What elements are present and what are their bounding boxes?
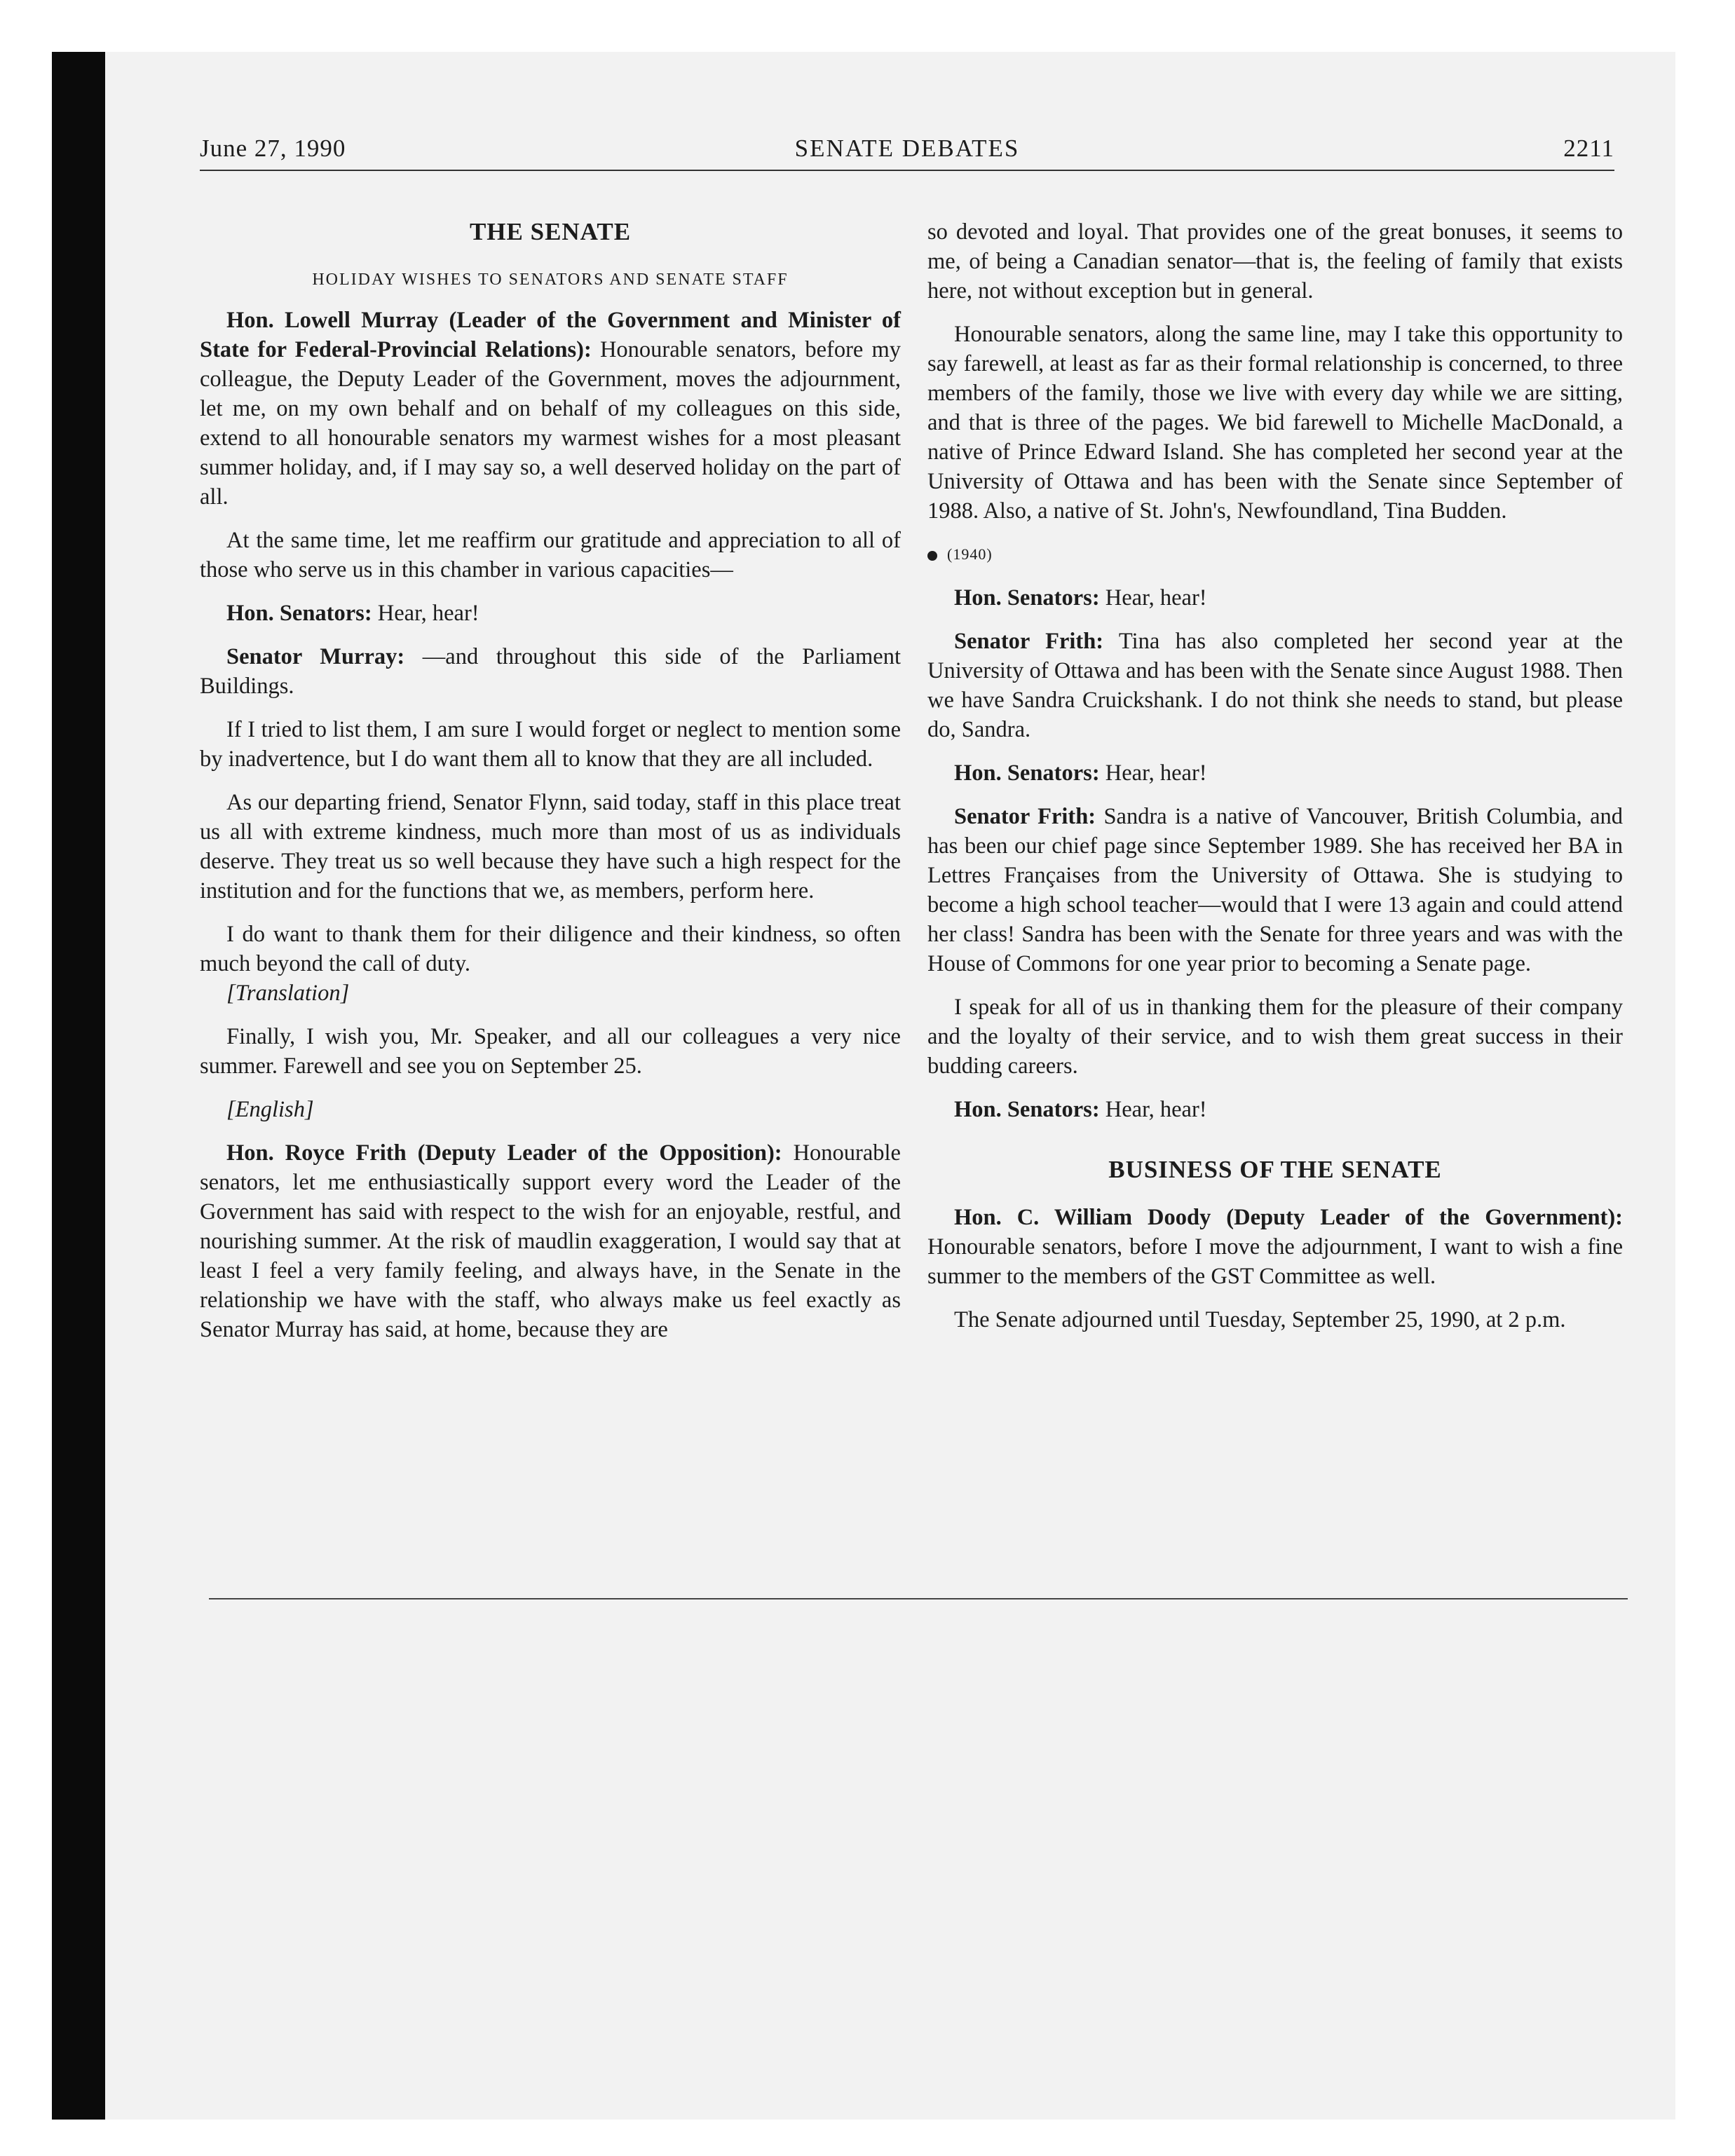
speech-paragraph — [927, 583, 1623, 613]
speech-text: Hear, hear! — [377, 601, 479, 626]
speaker-name: Hon. Senators: — [226, 601, 372, 626]
speaker-name: Senator Frith: — [954, 629, 1104, 654]
speaker-name: Hon. Senators: — [954, 1097, 1100, 1122]
speech-paragraph: Honourable senators, along the same line, may I take this opportunity to say farewell, at least as far as their formal relationship is concerned, to three members of the family, those we live with every day while we are sitting, and that is three of the pages. We bid farewell to Michelle MacDonald, a native of Prince Edward Island. She has completed her second year at the University of Ottawa and has been with the Senate since September of 1988. Also, a native of St. John's, Newfoundland, Tina Budden. — [927, 322, 1623, 524]
speech-paragraph: Finally, I wish you, Mr. Speaker, and all our colleagues a very nice summer. Farewell and see you on September 25. — [200, 1024, 901, 1079]
header-publication: SENATE DEBATES — [794, 135, 1020, 162]
footer-rule — [209, 1598, 1628, 1599]
left-column — [200, 217, 901, 1358]
speech-paragraph — [200, 599, 901, 628]
section-title-the-senate: THE SENATE — [469, 218, 632, 245]
speech-paragraph — [200, 642, 901, 701]
adjournment-note: The Senate adjourned until Tuesday, September 25, 1990, at 2 p.m. — [954, 1307, 1566, 1332]
bullet-icon — [927, 551, 937, 561]
speech-paragraph: At the same time, let me reaffirm our gratitude and appreciation to all of those who serve us in this chamber in various capacities— — [200, 528, 901, 582]
speech-paragraph: I do want to thank them for their diligence and their kindness, so often much beyond the call of duty. — [200, 922, 901, 976]
speech-paragraph: I speak for all of us in thanking them for the pleasure of their company and the loyalty of their service, and to wish them great success in their budding careers. — [927, 995, 1623, 1079]
speech-paragraph: As our departing friend, Senator Flynn, said today, staff in this place treat us all with extreme kindness, much more than most of us as individuals deserve. They treat us so well because they have such a high respect for the institution and for the functions that we, as members, perform here. — [200, 790, 901, 903]
speech-text: Hear, hear! — [1105, 760, 1207, 786]
speaker-name: Hon. Senators: — [954, 585, 1100, 610]
speech-text: Sandra is a native of Vancouver, British Columbia, and has been our chief page since September 1989. She has received her BA in Lettres Françaises from the University of Ottawa. She is studying to become a high school teacher—would that I were 13 again and could attend her class! Sandra has been with the Senate for three years and was with the House of Commons for one year prior to becoming a Senate page. — [927, 804, 1624, 976]
speech-paragraph: If I tried to list them, I am sure I would forget or neglect to mention some by inadvertence, but I do want them all to know that they are all included. — [200, 717, 901, 772]
speaker-name: Hon. Royce Frith (Deputy Leader of the Opposition): — [226, 1140, 782, 1166]
speaker-name: Hon. C. William Doody (Deputy Leader of the Government): — [954, 1205, 1623, 1230]
speech-paragraph — [927, 758, 1623, 788]
speaker-name: Hon. Lowell Murray (Leader of the Government and Minister of State for Federal-Provincial Relations): — [200, 308, 901, 362]
speech-text: Honourable senators, before I move the adjournment, I want to wish a fine summer to the members of the GST Committee as well. — [927, 1234, 1623, 1289]
running-header — [200, 135, 1614, 171]
speech-text: Honourable senators, before my colleague, the Deputy Leader of the Government, moves the adjournment, let me, on my own behalf and on behalf of my colleagues on this side, extend to all honourable senators my warmest wishes for a most pleasant summer holiday, and, if I may say so, a well deserved holiday on the part of all. — [200, 337, 901, 510]
speech-text: Hear, hear! — [1105, 1097, 1207, 1122]
speaker-name: Senator Murray: — [226, 644, 405, 669]
language-marker: [Translation] — [226, 981, 350, 1006]
section-title-business-of-the-senate: BUSINESS OF THE SENATE — [1108, 1156, 1442, 1183]
header-date: June 27, 1990 — [200, 135, 346, 162]
scan-border — [52, 52, 105, 2120]
language-marker: [English] — [226, 1097, 314, 1122]
time-mark: (1940) — [927, 540, 1623, 569]
speech-text: Honourable senators, let me enthusiastically support every word the Leader of the Government has said with respect to the wish for an enjoyable, restful, and nourishing summer. At the risk of maudlin exaggeration, I would say that at least I feel a very family feeling, and always have, in the Senate in the relationship we have with the staff, who always make us feel exactly as Senator Murray has said, at home, because they are — [200, 1140, 901, 1342]
header-page-number: 2211 — [1563, 135, 1614, 162]
speech-text: —and throughout this side of the Parliament Buildings. — [200, 644, 901, 699]
subsection-title-holiday-wishes: HOLIDAY WISHES TO SENATORS AND SENATE STAFF — [312, 271, 789, 289]
speech-paragraph — [927, 802, 1623, 978]
right-column — [927, 217, 1623, 1349]
speech-text: Hear, hear! — [1105, 585, 1207, 610]
speech-paragraph: so devoted and loyal. That provides one of the great bonuses, it seems to me, of being a Canadian senator—that is, the feeling of family that exists here, not without exception but in general. — [927, 219, 1623, 303]
speaker-name: Senator Frith: — [954, 804, 1096, 829]
speech-paragraph — [927, 627, 1623, 744]
speech-paragraph — [927, 1203, 1623, 1291]
speech-paragraph — [200, 306, 901, 512]
speaker-name: Hon. Senators: — [954, 760, 1100, 786]
speech-paragraph — [200, 1138, 901, 1344]
speech-text: Tina has also completed her second year at the University of Ottawa and has been with the Senate since August 1988. Then we have Sandra Cruickshank. I do not think she needs to stand, but please do, Sandra. — [927, 629, 1624, 742]
speech-paragraph — [927, 1095, 1623, 1124]
